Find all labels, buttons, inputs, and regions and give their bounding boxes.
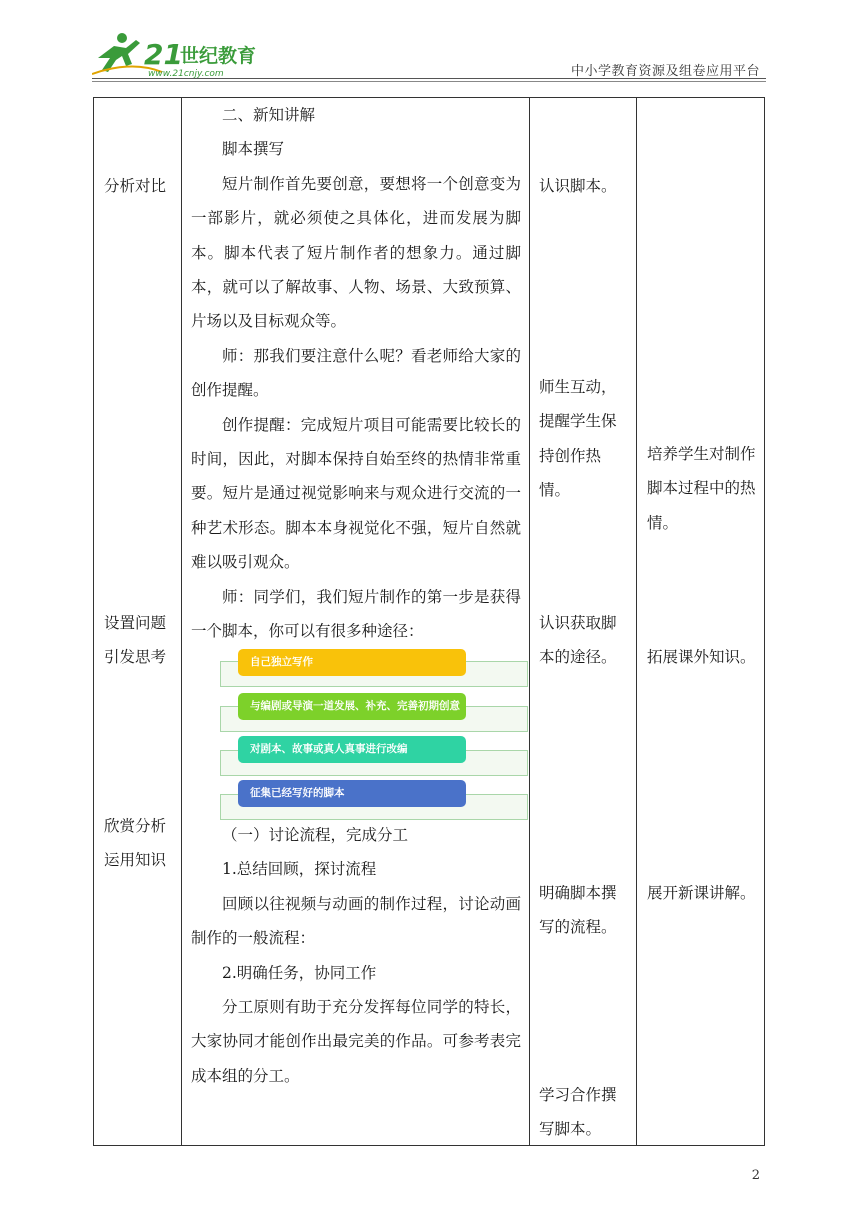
student-activity: 师生互动，提醒学生保持创作热情。 (539, 378, 617, 500)
paragraph: 师：同学们，我们短片制作的第一步是获得一个脚本，你可以有很多种途径： (191, 587, 521, 641)
student-activity: 认识脚本。 (539, 177, 617, 195)
section-heading: 二、新知讲解 (222, 106, 316, 124)
stage-label: 分析对比 (104, 177, 167, 195)
stage-label: 欣赏分析 (104, 817, 167, 835)
column-divider (529, 98, 530, 1145)
page-number: 2 (751, 1168, 760, 1183)
svg-text:www.21cnjy.com: www.21cnjy.com (148, 69, 224, 79)
script-approaches-diagram (220, 646, 530, 818)
stage-label: 引发思考 (104, 648, 167, 666)
paragraph: 分工原则有助于充分发挥每位同学的特长，大家协同才能创作出最完美的作品。可参考表完成本组的分工。 (191, 998, 521, 1085)
logo-text-graphic: 21 (144, 38, 183, 71)
lesson-table (93, 97, 765, 1146)
student-activity: 学习合作撰写脚本。 (539, 1086, 617, 1139)
diagram-item: 自己独立写作 (238, 649, 466, 676)
teaching-content-lower (191, 818, 521, 1093)
diagram-item: 对剧本、故事或真人真事进行改编 (238, 736, 466, 763)
stage-label: 设置问题 (104, 614, 167, 632)
design-intent: 拓展课外知识。 (647, 648, 756, 666)
header-divider-secondary (92, 81, 766, 82)
svg-text:世纪教育: 世纪教育 (180, 45, 257, 67)
subsection-heading: 1.总结回顾，探讨流程 (222, 860, 377, 879)
student-activity: 明确脚本撰写的流程。 (539, 884, 617, 937)
diagram-item: 征集已经写好的脚本 (238, 780, 466, 807)
subsection-heading: 2.明确任务，协同工作 (222, 963, 377, 982)
subsection-heading: 脚本撰写 (222, 140, 285, 159)
design-intent: 培养学生对制作脚本过程中的热情。 (647, 445, 756, 532)
design-intent: 展开新课讲解。 (647, 884, 756, 902)
stage-label: 运用知识 (104, 851, 167, 869)
section-heading: （一）讨论流程，完成分工 (222, 826, 409, 844)
paragraph: 师：那我们要注意什么呢？看老师给大家的创作提醒。 (191, 346, 521, 400)
column-divider (181, 98, 182, 1145)
teaching-content-upper (191, 98, 521, 649)
logo (92, 30, 262, 80)
logo-graphic (92, 30, 262, 80)
paragraph: 创作提醒：完成短片项目可能需要比较长的时间，因此，对脚本保持自始至终的热情非常重要。短片是通过视觉影响来与观众进行交流的一种艺术形态。脚本本身视觉化不强，短片自然就难以吸引观众。 (191, 415, 521, 572)
student-activity: 认识获取脚本的途径。 (539, 614, 617, 667)
paragraph: 回顾以往视频与动画的制作过程，讨论动画制作的一般流程： (191, 894, 521, 948)
header-divider (92, 78, 766, 79)
paragraph: 短片制作首先要创意，要想将一个创意变为一部影片，就必须使之具体化，进而发展为脚本。脚本代表了短片制作者的想象力。通过脚本，就可以了解故事、人物、场景、大致预算、片场以及目标观众等。 (191, 174, 521, 331)
column-divider (636, 98, 637, 1145)
diagram-item: 与编剧或导演一道发展、补充、完善初期创意 (238, 693, 466, 720)
header-platform-text: 中小学教育资源及组卷应用平台 (570, 64, 760, 79)
